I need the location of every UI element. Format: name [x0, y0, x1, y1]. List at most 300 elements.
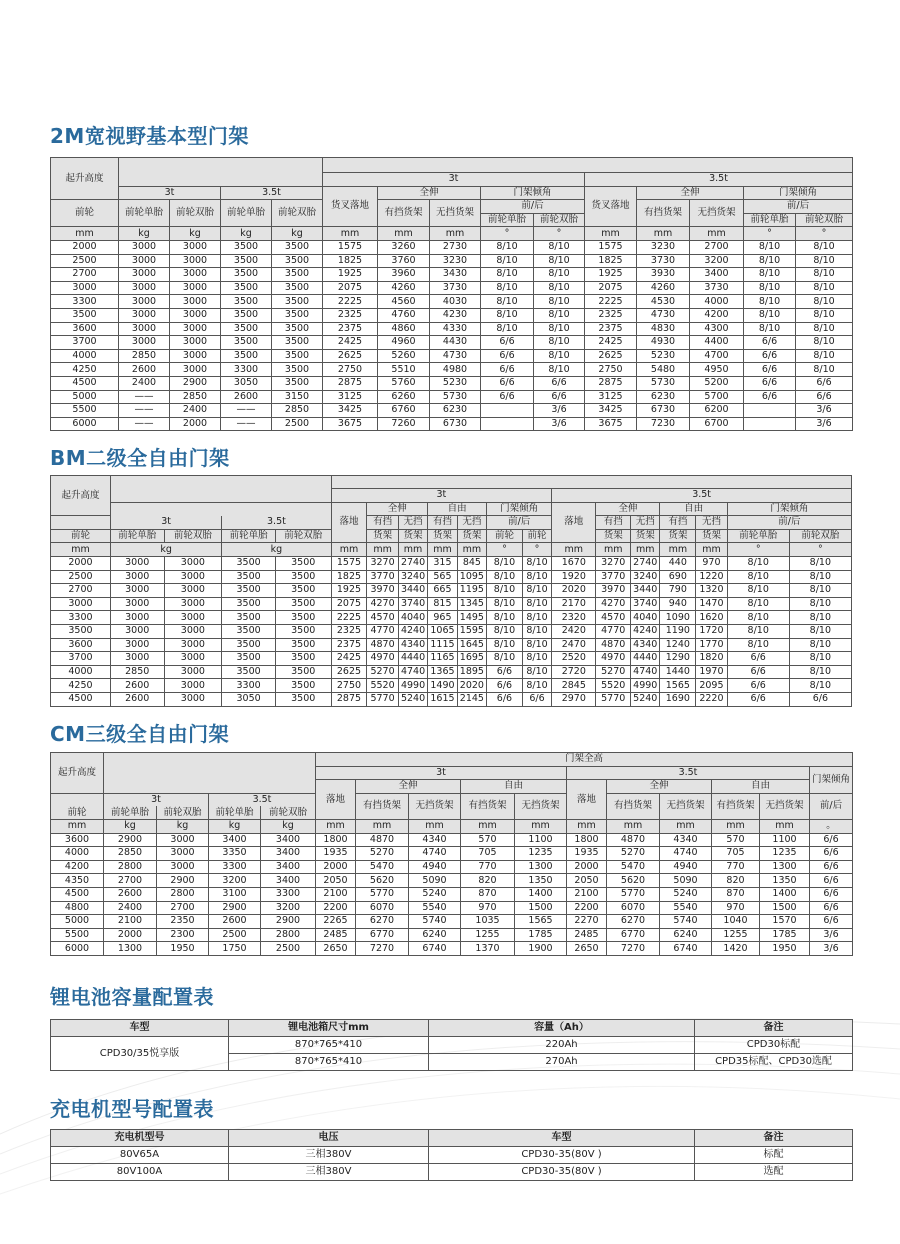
- table-cell: 6/6: [534, 390, 585, 404]
- table-cell: 4530: [637, 295, 690, 309]
- table-cell: 3500: [222, 624, 276, 638]
- load-3t-header: 3t: [316, 766, 567, 780]
- full-ext-header-35: 全伸: [596, 502, 660, 516]
- table-cell: 5270: [356, 847, 409, 861]
- table-cell: 1575: [585, 240, 637, 254]
- table-cell: 315: [428, 556, 457, 570]
- table-cell: 2600: [119, 363, 170, 377]
- free-header-35: 自由: [712, 780, 810, 794]
- table-cell: 2020: [552, 584, 596, 598]
- table-cell: 3000: [157, 847, 209, 861]
- table-cell: 3260: [378, 240, 430, 254]
- table-cell: 770: [461, 860, 515, 874]
- table-cell: 8/10: [534, 268, 585, 282]
- table-cell: 2320: [552, 611, 596, 625]
- battery-size-header: 锂电池箱尺寸mm: [229, 1020, 429, 1037]
- table-cell: 1970: [696, 665, 728, 679]
- table-cell: 3000: [119, 268, 170, 282]
- table-cell: 2730: [430, 240, 481, 254]
- tilt-header: 门架倾角: [810, 766, 853, 793]
- table-cell: 3000: [164, 692, 222, 706]
- table-cell: 1095: [457, 570, 486, 584]
- table-cell: 5260: [378, 349, 430, 363]
- voltage-header: 电压: [229, 1130, 429, 1147]
- table-cell: 8/10: [796, 240, 853, 254]
- table-cell: 6000: [51, 417, 119, 431]
- table-cell: 3400: [261, 847, 316, 861]
- table-cell: 3000: [170, 363, 221, 377]
- table-cell: 2700: [690, 240, 744, 254]
- table-cell: 5500: [51, 404, 119, 418]
- load-35t-header: 3.5t: [567, 766, 810, 780]
- table-cell: 4930: [637, 336, 690, 350]
- mast-total-height-header: 门架全高: [316, 753, 853, 767]
- table-cell: 2200: [567, 901, 607, 915]
- table-cell: 8/10: [481, 322, 534, 336]
- table-cell: 3230: [430, 254, 481, 268]
- table-cell: 6/6: [810, 915, 853, 929]
- table-cell: 3500: [222, 665, 276, 679]
- table-cell: 3425: [323, 404, 378, 418]
- table-cell: 8/10: [534, 308, 585, 322]
- table-cell: 1500: [760, 901, 810, 915]
- table-cell: 4970: [596, 652, 631, 666]
- single-tire-header: 前轮单胎: [221, 200, 272, 227]
- cap-35t-header: 3.5t: [222, 516, 331, 530]
- table-cell: 8/10: [796, 281, 853, 295]
- table-cell: 6/6: [481, 336, 534, 350]
- table-cell: 970: [461, 901, 515, 915]
- table-cell: 5240: [660, 887, 712, 901]
- table-cell: 5730: [430, 390, 481, 404]
- table-cell: 3700: [51, 336, 119, 350]
- table-cell: 3500: [272, 363, 323, 377]
- table-cell: 4730: [637, 308, 690, 322]
- table-cell: 4000: [51, 847, 104, 861]
- table-cell: 8/10: [727, 638, 789, 652]
- table-cell: 8/10: [744, 322, 796, 336]
- load-3t-header: 3t: [323, 173, 585, 187]
- table-cell: 1785: [515, 928, 567, 942]
- table-cell: 3000: [119, 295, 170, 309]
- table-cell: 6/6: [481, 363, 534, 377]
- table-cell: 3500: [51, 308, 119, 322]
- table-cell: 8/10: [487, 556, 523, 570]
- table-cell: 2600: [104, 887, 157, 901]
- table-cell: 2470: [552, 638, 596, 652]
- table-cell: 3500: [222, 597, 276, 611]
- table-cell: 1440: [660, 665, 696, 679]
- table-cell: 2625: [331, 665, 367, 679]
- table-cell: 2200: [316, 901, 356, 915]
- table-cell: 6230: [637, 390, 690, 404]
- table-cell: 4260: [378, 281, 430, 295]
- table-cell: 1100: [760, 833, 810, 847]
- table-cell: 1300: [515, 860, 567, 874]
- table-cell: 3500: [222, 570, 276, 584]
- table-cell: 5240: [631, 692, 660, 706]
- table-cell: 8/10: [481, 308, 534, 322]
- table-cell: 2875: [331, 692, 367, 706]
- table-cell: 6240: [660, 928, 712, 942]
- table-cell: 7270: [356, 942, 409, 956]
- table-cell: 3770: [367, 570, 399, 584]
- table-cell: 3000: [170, 268, 221, 282]
- cap-35t-header: 3.5t: [221, 186, 323, 200]
- table-cell: 3050: [221, 376, 272, 390]
- title-2m: 2M宽视野基本型门架: [50, 124, 249, 148]
- table-cell: 6/6: [810, 887, 853, 901]
- table-cell: 5480: [637, 363, 690, 377]
- table-cell: 5230: [637, 349, 690, 363]
- table-cell: 3500: [222, 611, 276, 625]
- fork-floor-header: 货叉落地: [323, 186, 378, 227]
- table-cell: 1255: [461, 928, 515, 942]
- table-cell: 1400: [760, 887, 810, 901]
- table-cell: 4870: [356, 833, 409, 847]
- table-cell: 1925: [585, 268, 637, 282]
- table-cell: 1900: [515, 942, 567, 956]
- free-header-35: 自由: [660, 502, 727, 516]
- table-cell: 8/10: [522, 584, 551, 598]
- double-tire-header: 前轮双胎: [796, 213, 853, 227]
- cap-35t-header: 3.5t: [209, 793, 316, 806]
- table-cell: 3500: [272, 268, 323, 282]
- table-row: [51, 404, 853, 418]
- table-cell: 3400: [261, 860, 316, 874]
- table-cell: 2420: [552, 624, 596, 638]
- table-cell: 6740: [660, 942, 712, 956]
- table-cell: 3425: [585, 404, 637, 418]
- table-cell: 2000: [567, 860, 607, 874]
- table-cell: 8/10: [487, 652, 523, 666]
- table-cell: 1115: [428, 638, 457, 652]
- table-cell: 3300: [261, 887, 316, 901]
- table-cell: 2970: [552, 692, 596, 706]
- table-cell: 3125: [323, 390, 378, 404]
- table-cell: 5500: [51, 928, 104, 942]
- table-cell: 5090: [409, 874, 461, 888]
- table-cell: 845: [457, 556, 486, 570]
- title-battery: 锂电池容量配置表: [50, 985, 214, 1009]
- table-cell: 6230: [430, 404, 481, 418]
- table-row: [51, 901, 853, 915]
- table-cell: 3675: [323, 417, 378, 431]
- table-cell: 2400: [170, 404, 221, 418]
- table-cell: 6/6: [744, 390, 796, 404]
- table-cell: 3000: [164, 584, 222, 598]
- table-cell: 1255: [712, 928, 760, 942]
- table-cell: 3500: [275, 611, 331, 625]
- table-cell: 3000: [164, 624, 222, 638]
- table-cell: 4260: [637, 281, 690, 295]
- table-cell: 3500: [221, 268, 272, 282]
- table-cell: 1220: [696, 570, 728, 584]
- table-cell: 2145: [457, 692, 486, 706]
- table-cell: 2875: [585, 376, 637, 390]
- table-row: [51, 597, 852, 611]
- table-cell: 4770: [367, 624, 399, 638]
- table-cell: 8/10: [481, 240, 534, 254]
- table-cell: 8/10: [522, 611, 551, 625]
- table-cell: ——: [221, 417, 272, 431]
- table-cell: 3500: [221, 308, 272, 322]
- table-cell: 4340: [660, 833, 712, 847]
- table-row: [51, 390, 853, 404]
- table-cell: 6/6: [744, 349, 796, 363]
- table-cell: 2750: [323, 363, 378, 377]
- table-cell: 1920: [552, 570, 596, 584]
- table-cell: 3500: [222, 584, 276, 598]
- table-cell: 1235: [515, 847, 567, 861]
- table-cell: 2325: [323, 308, 378, 322]
- table-cell: 2700: [51, 584, 111, 598]
- table-cell: 4400: [690, 336, 744, 350]
- table-cell: 6/6: [481, 390, 534, 404]
- table-cell: 6200: [690, 404, 744, 418]
- table-cell: 3440: [398, 584, 427, 598]
- table-cell: 4960: [378, 336, 430, 350]
- table-cell: 2600: [110, 692, 164, 706]
- table-cell: 8/10: [534, 295, 585, 309]
- table-cell: 820: [461, 874, 515, 888]
- table-cell: 790: [660, 584, 696, 598]
- table-cell: 5270: [367, 665, 399, 679]
- lift-height-header: 起升高度: [51, 753, 104, 794]
- table-cell: 3000: [170, 295, 221, 309]
- table-row: [51, 281, 853, 295]
- table-cell: 5200: [690, 376, 744, 390]
- table-cell: 1800: [567, 833, 607, 847]
- table-cell: 8/10: [744, 308, 796, 322]
- full-ext-header: 全伸: [367, 502, 428, 516]
- table-cell: 1645: [457, 638, 486, 652]
- table-row: [51, 942, 853, 956]
- table-cell: 2625: [585, 349, 637, 363]
- table-cell: 4350: [51, 874, 104, 888]
- table-cell: 3300: [221, 363, 272, 377]
- table-cell: 8/10: [727, 624, 789, 638]
- table-cell: 5540: [660, 901, 712, 915]
- table-row: [51, 692, 852, 706]
- table-cell: 6/6: [727, 679, 789, 693]
- table-cell: 6740: [409, 942, 461, 956]
- table-cell: 8/10: [481, 254, 534, 268]
- table-row: [51, 240, 853, 254]
- table-cell: 8/10: [487, 584, 523, 598]
- table-cell: 2900: [157, 874, 209, 888]
- table-cell: 8/10: [789, 652, 851, 666]
- table-cell: 4000: [690, 295, 744, 309]
- table-row: [51, 915, 853, 929]
- table-cell: 2170: [552, 597, 596, 611]
- table-cell: 6270: [356, 915, 409, 929]
- table-cell: 4700: [690, 349, 744, 363]
- table-cell: 3230: [637, 240, 690, 254]
- front-back-header: 前/后: [744, 200, 853, 214]
- table-cell: 6/6: [744, 363, 796, 377]
- table-cell: 2400: [104, 901, 157, 915]
- table-cell: ——: [221, 404, 272, 418]
- table-cell: 6/6: [727, 692, 789, 706]
- table-cell: 4230: [430, 308, 481, 322]
- table-cell: 3000: [119, 322, 170, 336]
- table-cell: 3000: [170, 281, 221, 295]
- battery-model: CPD30/35悦享版: [51, 1037, 229, 1071]
- table-cell: 2075: [585, 281, 637, 295]
- table-cell: 2225: [331, 611, 367, 625]
- table-cell: 2000: [316, 860, 356, 874]
- table-cell: 6/6: [487, 692, 523, 706]
- table-cell: 6/6: [727, 652, 789, 666]
- without-guard-header: 无挡货架: [430, 200, 481, 227]
- double-tire-header: 前轮双胎: [534, 213, 585, 227]
- table-cell: 2050: [316, 874, 356, 888]
- table-cell: 3970: [367, 584, 399, 598]
- table-cell: 2325: [585, 308, 637, 322]
- table-cell: 3000: [110, 556, 164, 570]
- table-cell: 4940: [660, 860, 712, 874]
- table-cell: 8/10: [522, 570, 551, 584]
- table-cell: 3125: [585, 390, 637, 404]
- tilt-header-35: 门架倾角: [744, 186, 853, 200]
- table-cell: 1420: [712, 942, 760, 956]
- table-cell: 4990: [398, 679, 427, 693]
- table-cell: 8/10: [789, 556, 851, 570]
- table-cell: 4340: [409, 833, 461, 847]
- table-row: [51, 570, 852, 584]
- table-cell: 8/10: [481, 268, 534, 282]
- table-cell: [744, 417, 796, 431]
- table-cell: 8/10: [534, 322, 585, 336]
- table-cell: 5520: [596, 679, 631, 693]
- load-3t-header: 3t: [331, 489, 552, 503]
- table-cell: 6/6: [810, 874, 853, 888]
- table-cell: 570: [712, 833, 760, 847]
- table-cell: 4950: [690, 363, 744, 377]
- table-cell: 1800: [316, 833, 356, 847]
- tilt-header: 门架倾角: [481, 186, 585, 200]
- table-cell: 1240: [660, 638, 696, 652]
- table-cell: 3500: [275, 597, 331, 611]
- table-cell: 5540: [409, 901, 461, 915]
- table-cell: 5470: [356, 860, 409, 874]
- table-cell: 3500: [275, 638, 331, 652]
- table-cell: 8/10: [534, 336, 585, 350]
- table-cell: 8/10: [534, 254, 585, 268]
- table-cell: 6000: [51, 942, 104, 956]
- table-cell: 2600: [110, 679, 164, 693]
- table-cell: 4870: [596, 638, 631, 652]
- table-cell: 2625: [323, 349, 378, 363]
- table-cell: 6070: [356, 901, 409, 915]
- table-cell: 3970: [596, 584, 631, 598]
- table-cell: 1620: [696, 611, 728, 625]
- model-header: 车型: [51, 1020, 229, 1037]
- table-cell: 3000: [170, 336, 221, 350]
- table-cell: 8/10: [744, 254, 796, 268]
- front-back-header: 前/后: [487, 516, 552, 530]
- table-cell: 3500: [272, 240, 323, 254]
- table-cell: 1470: [696, 597, 728, 611]
- table-cell: 3500: [51, 624, 111, 638]
- table-cell: 965: [428, 611, 457, 625]
- table-cell: 2000: [51, 240, 119, 254]
- table-cell: 3000: [110, 624, 164, 638]
- table-cell: 8/10: [487, 624, 523, 638]
- table-cell: 970: [696, 556, 728, 570]
- table-cell: 2900: [170, 376, 221, 390]
- table-cell: 5520: [367, 679, 399, 693]
- table-cell: 5770: [596, 692, 631, 706]
- table-row: [51, 308, 853, 322]
- table-cell: 8/10: [796, 336, 853, 350]
- table-cell: 6770: [607, 928, 660, 942]
- table-cell: 3150: [272, 390, 323, 404]
- table-cell: 5090: [660, 874, 712, 888]
- table-cell: 3050: [222, 692, 276, 706]
- table-cell: 6/6: [810, 860, 853, 874]
- table-cell: 705: [712, 847, 760, 861]
- table-cell: 2650: [567, 942, 607, 956]
- table-cell: 3500: [221, 349, 272, 363]
- table-cell: 8/10: [487, 597, 523, 611]
- table-row: [51, 887, 853, 901]
- table-cell: 5270: [607, 847, 660, 861]
- full-ext-header: 全伸: [378, 186, 481, 200]
- table-row: [51, 417, 853, 431]
- table-cell: 4340: [631, 638, 660, 652]
- table-cell: 1040: [712, 915, 760, 929]
- table-cell: 2100: [567, 887, 607, 901]
- title-cm: CM三级全自由门架: [50, 722, 230, 746]
- table-cell: 3500: [272, 308, 323, 322]
- table-cell: 1670: [552, 556, 596, 570]
- table-cell: 4500: [51, 692, 111, 706]
- table-cell: 3/6: [796, 404, 853, 418]
- table-cell: 3000: [119, 336, 170, 350]
- table-cell: 3600: [51, 833, 104, 847]
- table-cell: 4270: [367, 597, 399, 611]
- table-cell: 2225: [585, 295, 637, 309]
- table-cell: 5700: [690, 390, 744, 404]
- table-cell: [744, 404, 796, 418]
- table-cell: 6/6: [796, 376, 853, 390]
- table-cell: 6/6: [487, 665, 523, 679]
- floor-header-35: 落地: [552, 502, 596, 543]
- table-row: [51, 363, 853, 377]
- table-cm-section: [50, 752, 852, 956]
- table-row: [51, 928, 853, 942]
- table-cell: 2485: [567, 928, 607, 942]
- table-row: 80V100A 三相380V CPD30-35(80V ) 选配: [51, 1164, 853, 1181]
- remark-header: 备注: [695, 1020, 853, 1037]
- table-cell: 8/10: [522, 652, 551, 666]
- table-cell: 1575: [323, 240, 378, 254]
- table-bm: 起升高度 3t 3.5t 落地 全伸 自由 门架倾角 落地 全伸 自由 门架倾角 3t 3.5t 有挡 无挡 有挡 无挡 前/后 有挡 无挡 有挡 无挡 前/后 前轮 前轮单胎 前轮双胎 前轮单胎 前轮双胎 货架 货架 货架 货架 前轮 前轮 货架 货架 货架 货架 前轮单胎 前轮双胎 mm kg kg mm mm mm mm mm ° ° mm mm mm mm mm ° ° 2000 3000 3000 3500 3500 1575 3270 2740 315 845 8/10 8/10 1670 3270 2740 440 970 8/10 8/10 2500 3000 3000 3500 3500 1825 3770 3240 565 1095 8/10 8/10 1920 3770 3240 690 1220 8/10 8/10 2700 3000 3000 3500 3500 1925 3970 3440 665 1195 8/10 8/10 2020 3970 3440 790 1320 8/10 8/10 3000 3000 3000 3500 3500 2075 4270 3740 815 1345 8/10 8/10 2170 4270 3740 940 1470 8/10 8/10 3300 3000 3000 3500 3500 2225 4570 4040 965 1495 8/10 8/10 2320 4570 4040 1090 1620 8/10 8/10 3500 3000 3000 3500 3500 2325 4770 4240 1065 1595 8/10 8/10 2420 4770 4240 1190 1720 8/10 8/10 3600 3000 3000 3500 3500 2375 4870 4340 1115 1645 8/10 8/10 2470 4870 4340 1240 1770 8/10 8/10 3700 3000 3000 3500 3500 2425 4970 4440 1165 1695 8/10 8/10 2520 4970 4440 1290 1820 6/6 8/10 4000 2850 3000 3500 3500 2625 5270 4740 1365 1895 6/6 8/10 2720 5270 4740 1440 1970 6/6 8/10 4250 2600 3000 3300 3500 2750 5520 4990 1490 2020 6/6 8/10 2845 5520 4990 1565 2095 6/6 8/10 4500 2600 3000 3050 3500 2875 5770 5240 1615 2145 6/6 6/6 2970 5770 5240 1690 2220 6/6 6/6: [50, 475, 852, 707]
- table-cell: 3000: [157, 860, 209, 874]
- table-cell: 3760: [378, 254, 430, 268]
- table-cell: 1925: [323, 268, 378, 282]
- table-cell: 8/10: [796, 254, 853, 268]
- table-cell: 3960: [378, 268, 430, 282]
- table-2m: [50, 157, 853, 431]
- table-cell: 2750: [331, 679, 367, 693]
- table-cell: 3500: [222, 638, 276, 652]
- table-cell: 3500: [275, 556, 331, 570]
- table-cell: 8/10: [522, 597, 551, 611]
- table-cell: 5740: [660, 915, 712, 929]
